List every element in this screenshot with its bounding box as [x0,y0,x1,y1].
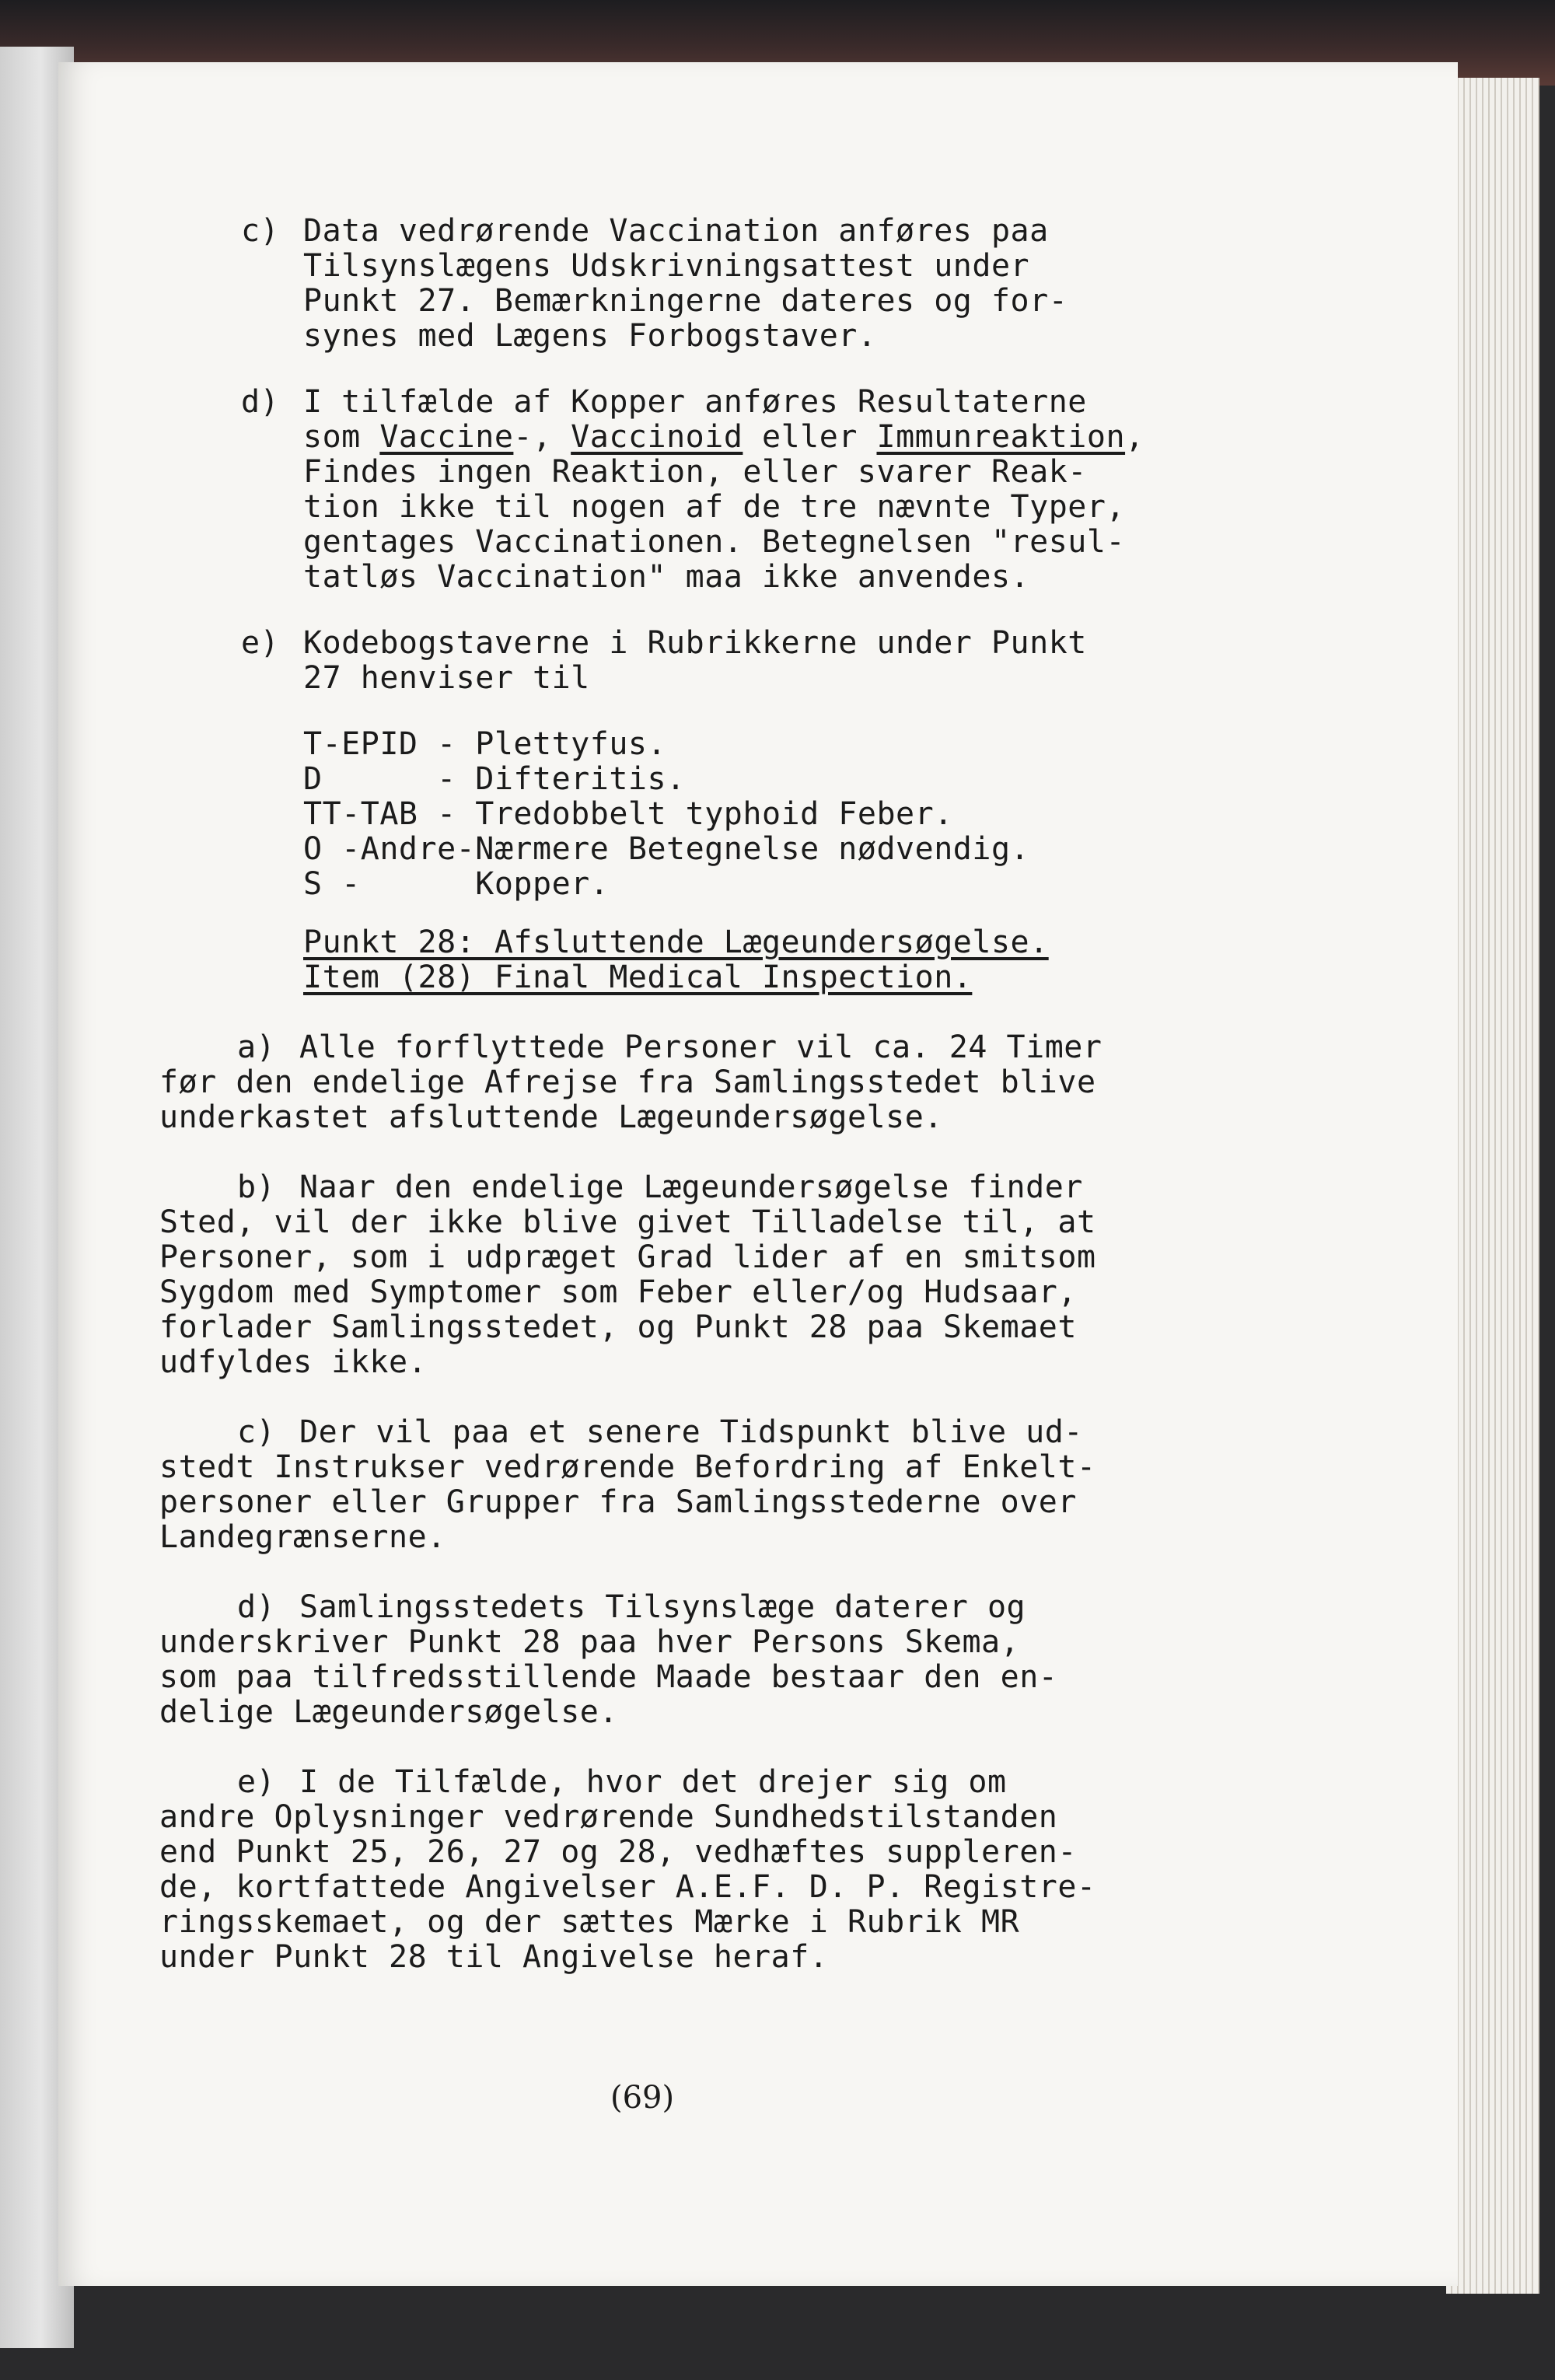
term-vaccinoid: Vaccinoid [571,419,743,455]
para-c-line-4: synes med Lægens Forbogstaver. [303,318,877,354]
para-d-line-3: Findes ingen Reaktion, eller svarer Reak- [303,454,1087,490]
s28-b-line-3: Personer, som i udpræget Grad lider af en smitsom [159,1239,1096,1275]
s28-b-label: b) [237,1169,276,1205]
document-page [58,62,1458,2286]
s28-b-line-6: udfyldes ikke. [159,1344,428,1380]
para-d-line-2-pre: som [303,419,380,455]
s28-a-line-1: Alle forflyttede Personer vil ca. 24 Timer [299,1029,1102,1065]
s28-a-line-3: underkastet afsluttende Lægeundersøgelse. [159,1099,943,1135]
para-d-line-1: I tilfælde af Kopper anføres Resultaterne [303,384,1087,420]
para-d-label: d) [241,384,280,420]
para-d-line-6: tatløs Vaccination" maa ikke anvendes. [303,559,1030,595]
s28-b-line-2: Sted, vil der ikke blive givet Tilladelse til, at [159,1204,1096,1240]
s28-d-line-1: Samlingsstedets Tilsynslæge daterer og [299,1589,1026,1625]
para-c-line-2: Tilsynslægens Udskrivningsattest under [303,248,1030,284]
para-c-label: c) [241,213,280,249]
s28-a-label: a) [237,1029,276,1065]
section-heading-english: Item (28) Final Medical Inspection. [303,959,973,995]
s28-e-line-4: de, kortfattede Angivelser A.E.F. D. P. Registre- [159,1869,1096,1905]
code-line-tttab: TT-TAB - Tredobbelt typhoid Feber. [303,796,953,832]
s28-e-line-5: ringsskemaet, og der sættes Mærke i Rubrik MR [159,1904,1020,1940]
s28-e-line-3: end Punkt 25, 26, 27 og 28, vedhæftes suppleren- [159,1834,1077,1870]
s28-e-label: e) [237,1764,276,1800]
term-immunreaktion: Immunreaktion [876,419,1126,455]
s28-b-line-4: Sygdom med Symptomer som Feber eller/og Hudsaar, [159,1274,1077,1310]
para-c-line-3: Punkt 27. Bemærkningerne dateres og for- [303,283,1068,319]
s28-d-line-4: delige Lægeundersøgelse. [159,1694,618,1730]
s28-c-label: c) [237,1414,276,1450]
code-line-o: O -Andre-Nærmere Betegnelse nødvendig. [303,831,1030,867]
code-line-s: S - Kopper. [303,866,610,902]
para-d-line-2-sep2: eller [743,419,877,455]
term-vaccine: Vaccine [379,419,514,455]
page-edges-right [1446,78,1539,2294]
para-e-label: e) [241,625,280,661]
para-d-line-4: tion ikke til nogen af de tre nævnte Typer, [303,489,1126,525]
s28-e-line-6: under Punkt 28 til Angivelse heraf. [159,1939,829,1975]
s28-b-line-1: Naar den endelige Lægeundersøgelse finder [299,1169,1083,1205]
s28-d-line-2: underskriver Punkt 28 paa hver Persons Skema, [159,1624,1020,1660]
s28-e-line-2: andre Oplysninger vedrørende Sundhedstilstanden [159,1799,1058,1835]
page-number: (69) [610,2080,675,2116]
para-d-line-5: gentages Vaccinationen. Betegnelsen "resul- [303,524,1126,560]
para-e-line-1: Kodebogstaverne i Rubrikkerne under Punkt [303,625,1087,661]
code-line-tepid: T-EPID - Plettyfus. [303,726,667,762]
para-e-line-2: 27 henviser til [303,660,590,696]
para-d-line-2-post: , [1125,419,1144,455]
s28-d-line-3: som paa tilfredsstillende Maade bestaar den en- [159,1659,1058,1695]
para-d-line-2-sep1: -, [513,419,571,455]
s28-e-line-1: I de Tilfælde, hvor det drejer sig om [299,1764,1007,1800]
s28-c-line-2: stedt Instrukser vedrørende Befordring af Enkelt- [159,1449,1096,1485]
code-line-d: D - Difteritis. [303,761,686,797]
s28-d-label: d) [237,1589,276,1625]
section-heading-danish: Punkt 28: Afsluttende Lægeundersøgelse. [303,924,1049,960]
para-d-line-2 [303,420,1144,455]
s28-b-line-5: forlader Samlingsstedet, og Punkt 28 paa Skemaet [159,1309,1077,1345]
s28-a-line-2: før den endelige Afrejse fra Samlingsstedet blive [159,1064,1096,1100]
s28-c-line-1: Der vil paa et senere Tidspunkt blive ud- [299,1414,1083,1450]
s28-c-line-4: Landegrænserne. [159,1519,446,1555]
s28-c-line-3: personer eller Grupper fra Samlingsstederne over [159,1484,1077,1520]
para-c-line-1: Data vedrørende Vaccination anføres paa [303,213,1049,249]
